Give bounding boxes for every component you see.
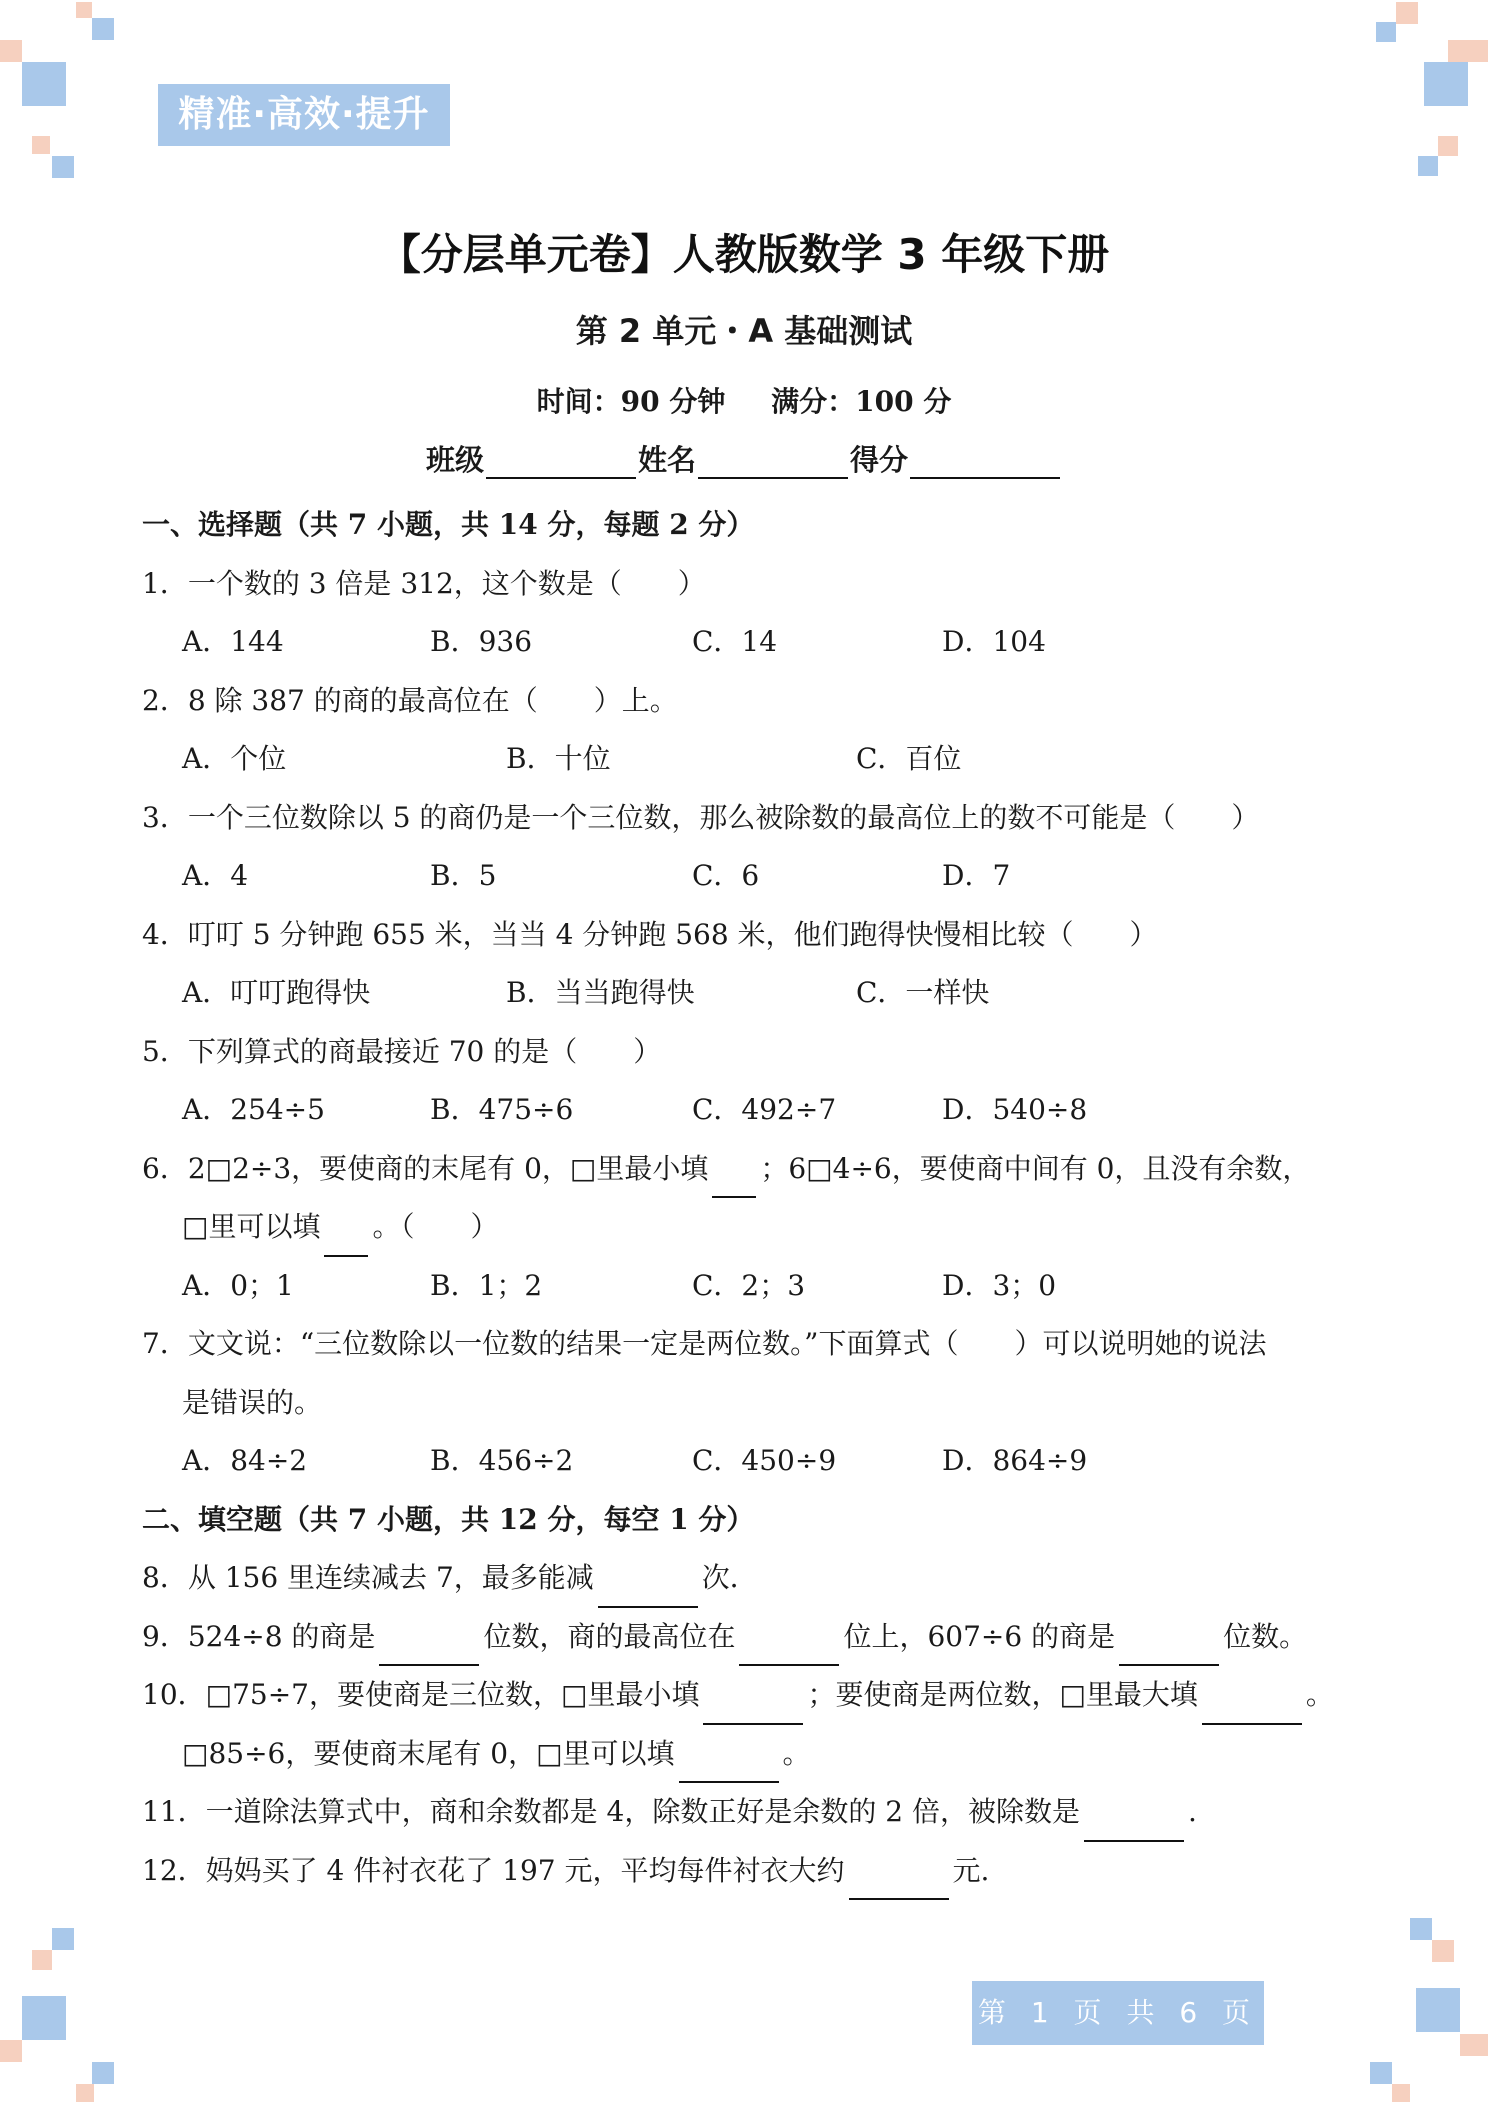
question-9-text-2: 位数，商的最高位在 <box>483 1619 736 1653</box>
question-6-part2: ；6□4÷6，要使商中间有 0，且没有余数， <box>760 1151 1311 1185</box>
question-9-text-3: 位上，607÷6 的商是 <box>843 1619 1116 1653</box>
question-10-text-4: □85÷6，要使商末尾有 0，□里可以填 <box>182 1736 675 1770</box>
question-10-blank-3[interactable] <box>679 1755 779 1783</box>
question-4-stem: 4．叮叮 5 分钟跑 655 米，当当 4 分钟跑 568 米，他们跑得快慢相比较（ ） <box>142 917 1158 951</box>
question-11 <box>142 1783 1362 1842</box>
question-11-text-end: . <box>1187 1795 1197 1828</box>
class-label: 班级 <box>425 443 484 477</box>
option-c[interactable]: C．2；3 <box>692 1268 806 1302</box>
question-10-text: 10．□75÷7，要使商是三位数，□里最小填 <box>142 1678 700 1711</box>
option-c[interactable]: C．450÷9 <box>692 1444 837 1477</box>
page-subtitle: 第 2 单元・A 基础测试 <box>575 312 913 350</box>
option-a[interactable]: A．4 <box>182 859 249 892</box>
exam-time: 时间：90 分钟 <box>536 385 726 418</box>
question-8-blank[interactable] <box>598 1580 698 1608</box>
option-d[interactable]: D．104 <box>942 625 1046 658</box>
question-9-blank-1[interactable] <box>379 1638 479 1666</box>
question-6-part3: □里可以填 <box>182 1210 321 1243</box>
question-5-options <box>142 1081 1362 1140</box>
section-heading-choice: 一、选择题（共 7 小题，共 14 分，每题 2 分） <box>142 508 755 541</box>
question-6-options <box>142 1257 1362 1316</box>
option-d[interactable]: D．540÷8 <box>942 1093 1088 1126</box>
option-c[interactable]: C．百位 <box>856 742 962 775</box>
question-10-text-2: ；要使商是两位数，□里最大填 <box>807 1678 1198 1711</box>
question-8-text-end: 次． <box>701 1561 758 1594</box>
question-10-cont <box>142 1725 1362 1784</box>
question-1-options <box>142 613 1362 672</box>
question-6-part4: 。（ ） <box>372 1210 499 1243</box>
option-b[interactable]: B．475÷6 <box>430 1093 574 1126</box>
exam-full-score: 满分：100 分 <box>771 385 952 418</box>
option-c[interactable]: C．492÷7 <box>692 1093 837 1126</box>
page-title: 【分层单元卷】人教版数学 3 年级下册 <box>378 230 1110 279</box>
question-4-options <box>142 964 1362 1023</box>
question-12-text: 12．妈妈买了 4 件衬衣花了 197 元，平均每件衬衣大约 <box>142 1853 845 1887</box>
question-10 <box>142 1666 1362 1725</box>
option-b[interactable]: B．当当跑得快 <box>506 976 695 1009</box>
option-c[interactable]: C．6 <box>692 859 760 892</box>
question-3-stem: 3．一个三位数除以 5 的商仍是一个三位数，那么被除数的最高位上的数不可能是（ ） <box>142 800 1260 834</box>
name-label: 姓名 <box>637 443 696 477</box>
score-blank[interactable] <box>910 447 1060 479</box>
question-2-stem: 2．8 除 387 的商的最高位在（ ）上。 <box>142 683 678 717</box>
question-12-blank[interactable] <box>849 1872 949 1900</box>
question-1-stem: 1．一个数的 3 倍是 312，这个数是（ ） <box>142 566 706 600</box>
exam-meta <box>0 380 1488 420</box>
question-12-text-end: 元. <box>952 1853 990 1887</box>
option-d[interactable]: D．3；0 <box>942 1268 1057 1302</box>
option-a[interactable]: A．144 <box>182 625 284 658</box>
question-7-options <box>142 1432 1362 1491</box>
student-info-line <box>0 438 1488 479</box>
question-9-text: 9．524÷8 的商是 <box>142 1619 376 1653</box>
question-6-stem-cont <box>142 1198 1362 1257</box>
option-a[interactable]: A．叮叮跑得快 <box>182 976 371 1009</box>
question-8 <box>142 1549 1362 1608</box>
class-blank[interactable] <box>486 447 636 479</box>
question-9 <box>142 1608 1362 1667</box>
option-d[interactable]: D．7 <box>942 859 1011 892</box>
option-b[interactable]: B．456÷2 <box>430 1444 574 1477</box>
question-6-blank-1[interactable] <box>712 1170 756 1198</box>
option-a[interactable]: A．84÷2 <box>182 1444 308 1477</box>
option-c[interactable]: C．14 <box>692 625 778 658</box>
question-2-options <box>142 730 1362 789</box>
question-9-text-4: 位数。 <box>1223 1619 1308 1653</box>
question-11-blank[interactable] <box>1084 1814 1184 1842</box>
name-blank[interactable] <box>698 447 848 479</box>
section-heading-fill: 二、填空题（共 7 小题，共 12 分，每空 1 分） <box>142 1502 755 1536</box>
brand-banner: 精准·高效·提升 <box>158 84 450 146</box>
option-d[interactable]: D．864÷9 <box>942 1444 1088 1477</box>
question-10-blank-1[interactable] <box>703 1697 803 1725</box>
question-7-stem-cont: 是错误的。 <box>182 1385 323 1419</box>
question-11-text: 11．一道除法算式中，商和余数都是 4，除数正好是余数的 2 倍，被除数是 <box>142 1795 1080 1828</box>
option-a[interactable]: A．个位 <box>182 742 287 775</box>
option-b[interactable]: B．十位 <box>506 742 611 775</box>
question-5-stem: 5．下列算式的商最接近 70 的是（ ） <box>142 1034 662 1068</box>
question-6-blank-2[interactable] <box>324 1229 368 1257</box>
question-10-blank-2[interactable] <box>1202 1697 1302 1725</box>
question-8-text: 8．从 156 里连续减去 7，最多能减 <box>142 1561 594 1594</box>
option-b[interactable]: B．1；2 <box>430 1268 543 1302</box>
question-3-options <box>142 847 1362 906</box>
option-c[interactable]: C．一样快 <box>856 976 990 1009</box>
question-9-blank-2[interactable] <box>739 1638 839 1666</box>
score-label: 得分 <box>850 443 909 477</box>
question-9-blank-3[interactable] <box>1119 1638 1219 1666</box>
question-6-stem <box>142 1140 1362 1199</box>
option-a[interactable]: A．0；1 <box>182 1268 294 1302</box>
question-7-stem: 7．文文说：“三位数除以一位数的结果一定是两位数。”下面算式（ ）可以说明她的说法 <box>142 1327 1267 1360</box>
question-area <box>142 496 1362 1900</box>
question-10-text-3: 。 <box>1305 1678 1334 1711</box>
option-a[interactable]: A．254÷5 <box>182 1093 325 1126</box>
page-number-footer: 第 1 页 共 6 页 <box>972 1981 1264 2045</box>
option-b[interactable]: B．936 <box>430 625 533 658</box>
question-10-text-5: 。 <box>782 1736 811 1770</box>
option-b[interactable]: B．5 <box>430 859 497 892</box>
question-6-part1: 6．2□2÷3，要使商的末尾有 0，□里最小填 <box>142 1151 709 1185</box>
question-12 <box>142 1842 1362 1901</box>
